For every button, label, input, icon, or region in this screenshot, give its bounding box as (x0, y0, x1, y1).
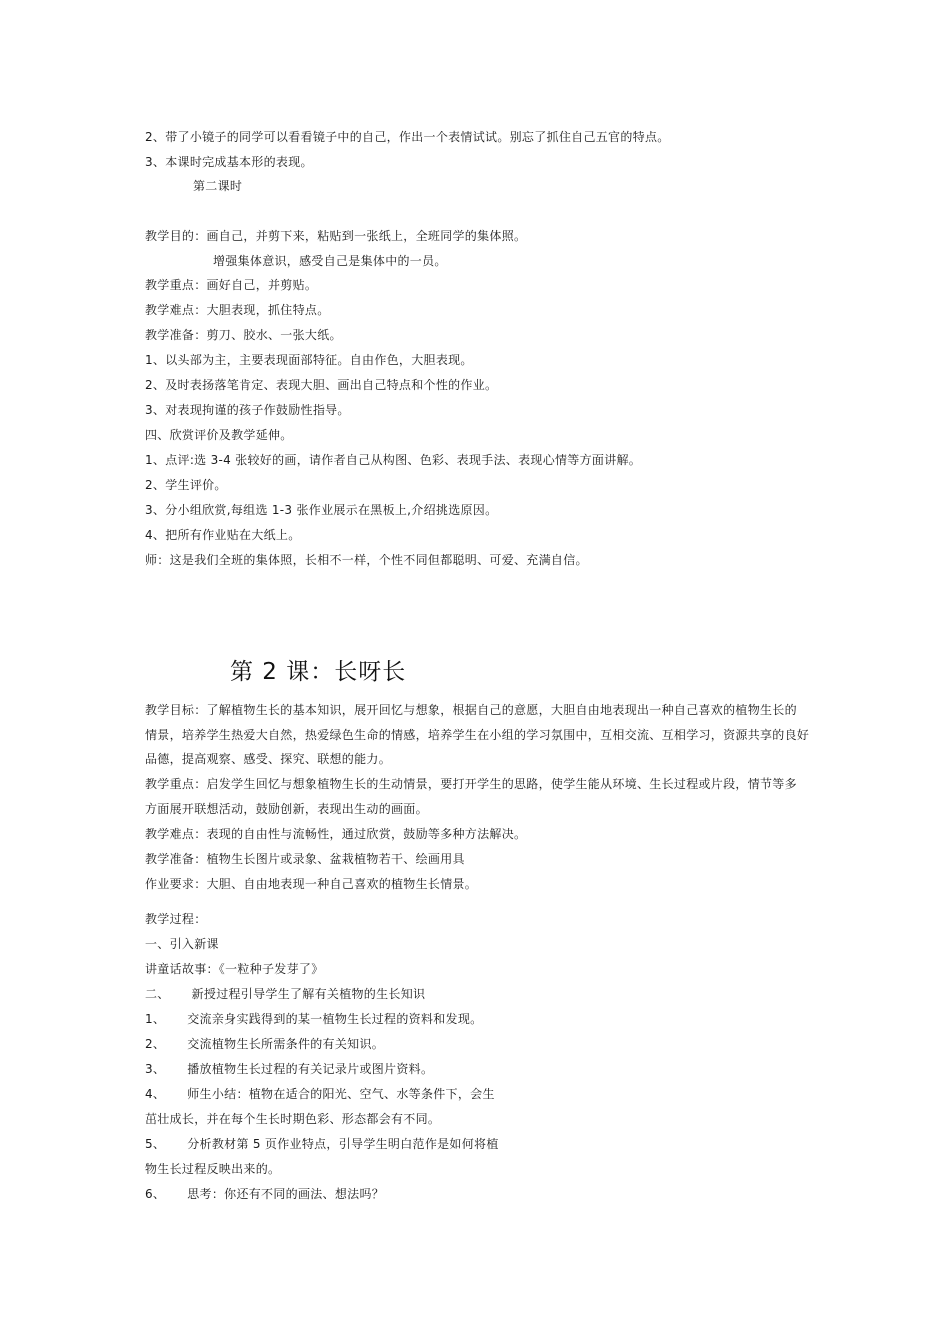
step-number: 4、 (145, 1087, 166, 1101)
step-item (145, 1011, 482, 1027)
step-text: 师生小结：植物在适合的阳光、空气、水等条件下，会生 (187, 1087, 495, 1101)
text-line: 教学目标：了解植物生长的基本知识，展开回忆与想象，根据自己的意愿，大胆自由地表现出一种自己喜欢的植物生长的 (145, 703, 797, 717)
section-subheading: 第二课时 (193, 179, 243, 193)
text-line: 教学准备：植物生长图片或录象、盆栽植物若干、绘画用具 (145, 852, 465, 866)
step-item (145, 1186, 384, 1202)
text-line: 3、分小组欣赏,每组选 1-3 张作业展示在黑板上,介绍挑选原因。 (145, 503, 498, 517)
text-line: 作业要求：大胆、自由地表现一种自己喜欢的植物生长情景。 (145, 877, 478, 891)
text-line: 2、学生评价。 (145, 478, 227, 492)
step-text: 交流亲身实践得到的某一植物生长过程的资料和发现。 (187, 1012, 483, 1026)
lesson-title: 第 2 课：长呀长 (230, 659, 407, 685)
step-text: 茁壮成长，并在每个生长时期色彩、形态都会有不同。 (145, 1112, 441, 1126)
step-number: 3、 (145, 1062, 166, 1076)
text-line: 2、及时表扬落笔肯定、表现大胆、画出自己特点和个性的作业。 (145, 378, 498, 392)
step-text: 分析教材第 5 页作业特点，引导学生明白范作是如何将植 (187, 1137, 499, 1151)
text-line: 4、把所有作业贴在大纸上。 (145, 528, 301, 542)
text-line: 一、引入新课 (145, 937, 219, 951)
text-line: 教学准备：剪刀、胶水、一张大纸。 (145, 328, 342, 342)
step-number: 2、 (145, 1037, 166, 1051)
step-text: 播放植物生长过程的有关记录片或图片资料。 (187, 1062, 434, 1076)
text-line: 教学重点：画好自己，并剪贴。 (145, 278, 318, 292)
step-text: 思考：你还有不同的画法、想法吗？ (187, 1187, 385, 1201)
text-line: 增强集体意识，感受自己是集体中的一员。 (213, 254, 447, 268)
step-text: 新授过程引导学生了解有关植物的生长知识 (191, 987, 426, 1001)
text-line: 教学难点：大胆表现，抓住特点。 (145, 303, 330, 317)
step-number: 1、 (145, 1012, 166, 1026)
text-line: 3、本课时完成基本形的表现。 (145, 155, 313, 169)
text-line: 情景，培养学生热爱大自然，热爱绿色生命的情感，培养学生在小组的学习氛围中，互相交流、互相学习，资源共享的良好 (145, 728, 810, 742)
text-line: 方面展开联想活动，鼓励创新，表现出生动的画面。 (145, 802, 428, 816)
text-line: 讲童话故事：《一粒种子发芽了》 (145, 962, 324, 976)
text-line: 四、欣赏评价及教学延伸。 (145, 428, 293, 442)
step-number: 二、 (145, 987, 170, 1001)
text-line: 教学过程： (145, 912, 207, 926)
text-line: 教学难点：表现的自由性与流畅性，通过欣赏，鼓励等多种方法解决。 (145, 827, 527, 841)
step-item (145, 986, 425, 1002)
step-item (145, 1086, 495, 1102)
text-line: 2、带了小镜子的同学可以看看镜子中的自己，作出一个表情试试。别忘了抓住自己五官的特点。 (145, 130, 670, 144)
step-item (145, 1036, 384, 1052)
text-line: 教学重点：启发学生回忆与想象植物生长的生动情景，要打开学生的思路，使学生能从环境、生长过程或片段，情节等多 (145, 777, 797, 791)
step-number: 6、 (145, 1187, 166, 1201)
step-number: 5、 (145, 1137, 166, 1151)
text-line: 师：这是我们全班的集体照，长相不一样，个性不同但都聪明、可爱、充满自信。 (145, 553, 588, 567)
step-continuation (145, 1111, 440, 1127)
text-line: 1、点评:选 3-4 张较好的画，请作者自己从构图、色彩、表现手法、表现心情等方面讲解。 (145, 453, 642, 467)
text-line: 品德，提高观察、感受、探究、联想的能力。 (145, 752, 392, 766)
step-continuation (145, 1161, 280, 1177)
step-item (145, 1136, 499, 1152)
step-text: 物生长过程反映出来的。 (145, 1162, 281, 1176)
text-line: 教学目的：画自己，并剪下来，粘贴到一张纸上，全班同学的集体照。 (145, 229, 527, 243)
text-line: 1、以头部为主，主要表现面部特征。自由作色，大胆表现。 (145, 353, 473, 367)
text-line: 3、对表现拘谨的孩子作鼓励性指导。 (145, 403, 350, 417)
step-item (145, 1061, 433, 1077)
step-text: 交流植物生长所需条件的有关知识。 (187, 1037, 385, 1051)
